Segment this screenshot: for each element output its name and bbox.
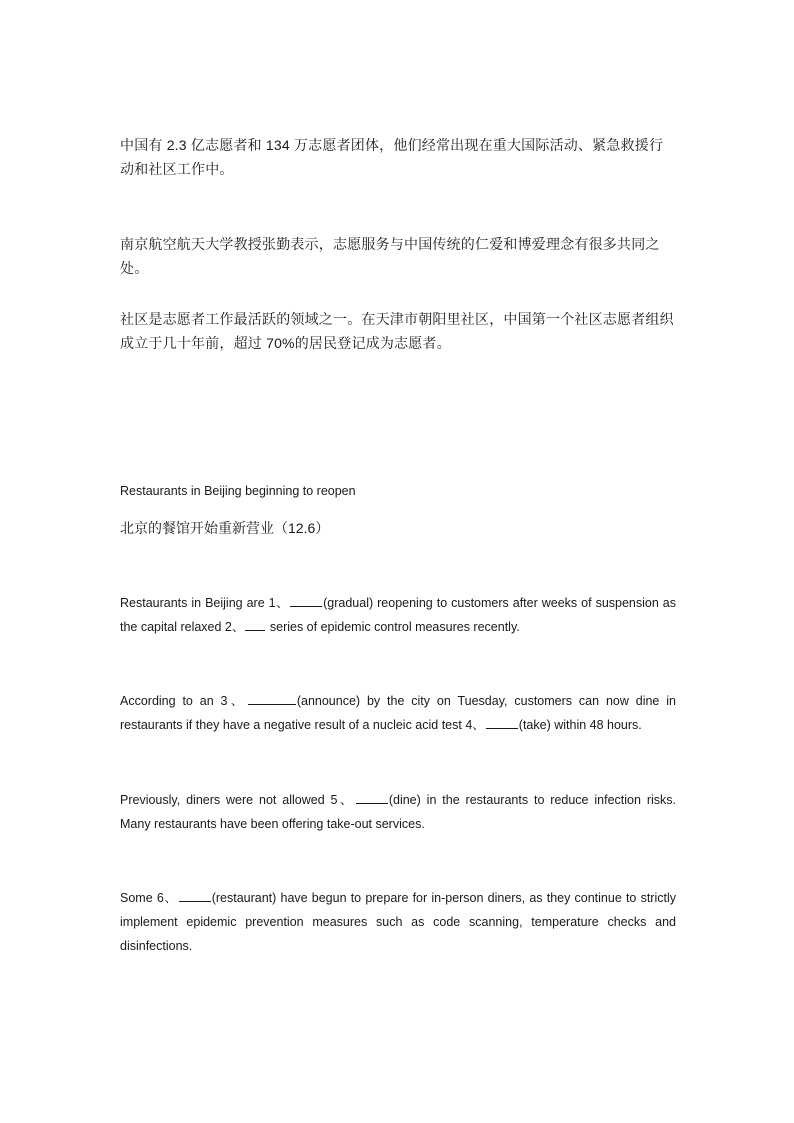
- exercise-text: (restaurant) have begun to prepare for in-person diners, as they continue to strictly implement epidemic prevention measures such as code scanning, temperature checks and disinfections.: [120, 891, 676, 953]
- cn-paragraph-community: 社区是志愿者工作最活跃的领域之一。在天津市朝阳里社区，中国第一个社区志愿者组织成立于几十年前，超过 70%的居民登记成为志愿者。: [120, 311, 674, 351]
- exercise-text: (announce) by the city on Tuesday, customers can now dine in restaurants if they have a negative result of a nucleic acid test 4、: [120, 694, 676, 732]
- exercise-text: Restaurants in Beijing are 1、: [120, 596, 290, 610]
- section-title-en: Restaurants in Beijing beginning to reopen: [120, 484, 356, 498]
- blank-6[interactable]: [179, 888, 211, 902]
- exercise-text: Some 6、: [120, 891, 178, 905]
- exercise-paragraph-2: [120, 689, 676, 737]
- exercise-paragraph-4: [120, 886, 676, 958]
- blank-1[interactable]: [290, 593, 322, 607]
- cn-paragraph-volunteers-count: 中国有 2.3 亿志愿者和 134 万志愿者团体，他们经常出现在重大国际活动、紧急救援行动和社区工作中。: [120, 137, 664, 177]
- exercise-text: Previously, diners were not allowed 5、: [120, 793, 355, 807]
- blank-5[interactable]: [356, 790, 388, 804]
- blank-4[interactable]: [486, 715, 518, 729]
- exercise-text: According to an 3、: [120, 694, 247, 708]
- section-title-cn: 北京的餐馆开始重新营业（12.6）: [120, 520, 330, 536]
- exercise-paragraph-3: [120, 788, 676, 836]
- exercise-text: (take) within 48 hours.: [518, 718, 642, 732]
- blank-2[interactable]: [245, 617, 265, 631]
- exercise-text: (gradual) reopening to customers after weeks of suspension as the capital relaxed 2、: [120, 596, 676, 634]
- blank-3[interactable]: [248, 691, 296, 705]
- exercise-text: series of epidemic control measures recently.: [266, 620, 520, 634]
- exercise-text: (dine) in the restaurants to reduce infection risks. Many restaurants have been offering take-out services.: [120, 793, 676, 831]
- cn-paragraph-professor-quote: 南京航空航天大学教授张勤表示，志愿服务与中国传统的仁爱和博爱理念有很多共同之处。: [120, 236, 660, 276]
- exercise-paragraph-1: [120, 591, 676, 639]
